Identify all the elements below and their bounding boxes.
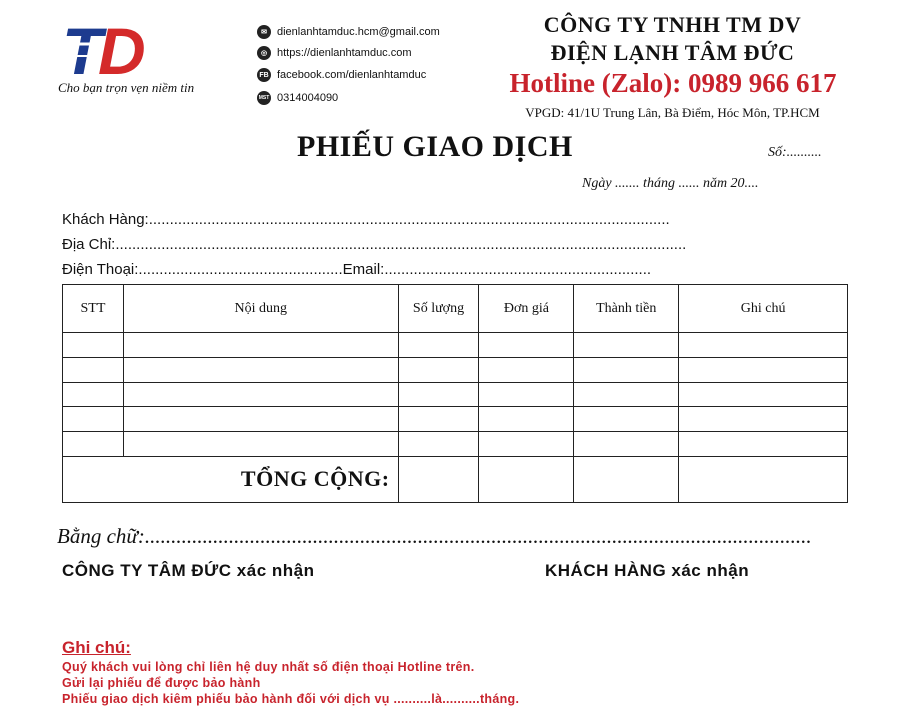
contact-email-text: dienlanhtamduc.hcm@gmail.com [277, 26, 440, 38]
contact-facebook-text: facebook.com/dienlanhtamduc [277, 69, 427, 81]
company-name-line1: CÔNG TY TNHH TM DV [543, 12, 802, 37]
contact-email[interactable] [257, 25, 440, 39]
contact-facebook[interactable] [257, 68, 426, 82]
office-address: VPGD: 41/1U Trung Lân, Bà Điểm, Hóc Môn, TP.HCM [525, 105, 820, 120]
email-icon: ✉ [257, 25, 271, 39]
globe-icon: ◎ [257, 46, 271, 60]
logo-letter-d: D [98, 14, 146, 88]
customer-confirmation: KHÁCH HÀNG xác nhận [545, 561, 750, 580]
note-line: Phiếu giao dịch kiêm phiếu bảo hành đối với dịch vụ ..........là..........tháng. [62, 692, 520, 706]
customer-phone-email-field: Điện Thoại:.................................................Email:................................................................ [62, 261, 652, 278]
company-name-line2: ĐIỆN LẠNH TÂM ĐỨC [550, 40, 795, 65]
customer-name-field: Khách Hàng:............................................................................................................................. [62, 211, 670, 228]
facebook-icon: FB [257, 68, 271, 82]
header-quantity: Số lượng [398, 285, 479, 333]
customer-address-field: Địa Chỉ:......................................................................................................................................... [62, 236, 687, 253]
table-row [63, 407, 848, 432]
note-title: Ghi chú: [62, 638, 131, 657]
document-number-field: Số:.......... [768, 145, 822, 160]
contact-tax-code [257, 91, 338, 105]
contact-website[interactable] [257, 46, 412, 60]
header-unit-price: Đơn giá [479, 285, 574, 333]
header-content: Nội dung [123, 285, 398, 333]
total-label: TỔNG CỘNG: [63, 456, 399, 502]
table-row [63, 382, 848, 407]
header-stt: STT [63, 285, 124, 333]
table-row [63, 358, 848, 383]
amount-in-words-field: Bằng chữ:............................................................................................................................... [57, 524, 812, 548]
hotline: Hotline (Zalo): 0989 966 617 [509, 68, 837, 98]
transaction-table [62, 284, 848, 503]
header-amount: Thành tiền [574, 285, 679, 333]
document-title: PHIẾU GIAO DỊCH [297, 130, 573, 163]
logo-slogan: Cho bạn trọn vẹn niềm tin [58, 80, 195, 95]
logo-letter-t: T [62, 14, 103, 88]
tax-code-icon: MST [257, 91, 271, 105]
table-header-row [63, 285, 848, 333]
contact-tax-code-text: 0314004090 [277, 92, 339, 104]
company-confirmation: CÔNG TY TÂM ĐỨC xác nhận [62, 561, 315, 580]
table-row [63, 333, 848, 358]
note-line: Gửi lại phiếu để được bảo hành [62, 676, 261, 690]
header-note: Ghi chú [679, 285, 848, 333]
table-row [63, 432, 848, 457]
table-total-row [63, 456, 848, 502]
contact-website-text: https://dienlanhtamduc.com [277, 47, 412, 59]
date-field: Ngày ....... tháng ...... năm 20.... [582, 176, 759, 191]
note-line: Quý khách vui lòng chỉ liên hệ duy nhất số điện thoại Hotline trên. [62, 660, 475, 674]
